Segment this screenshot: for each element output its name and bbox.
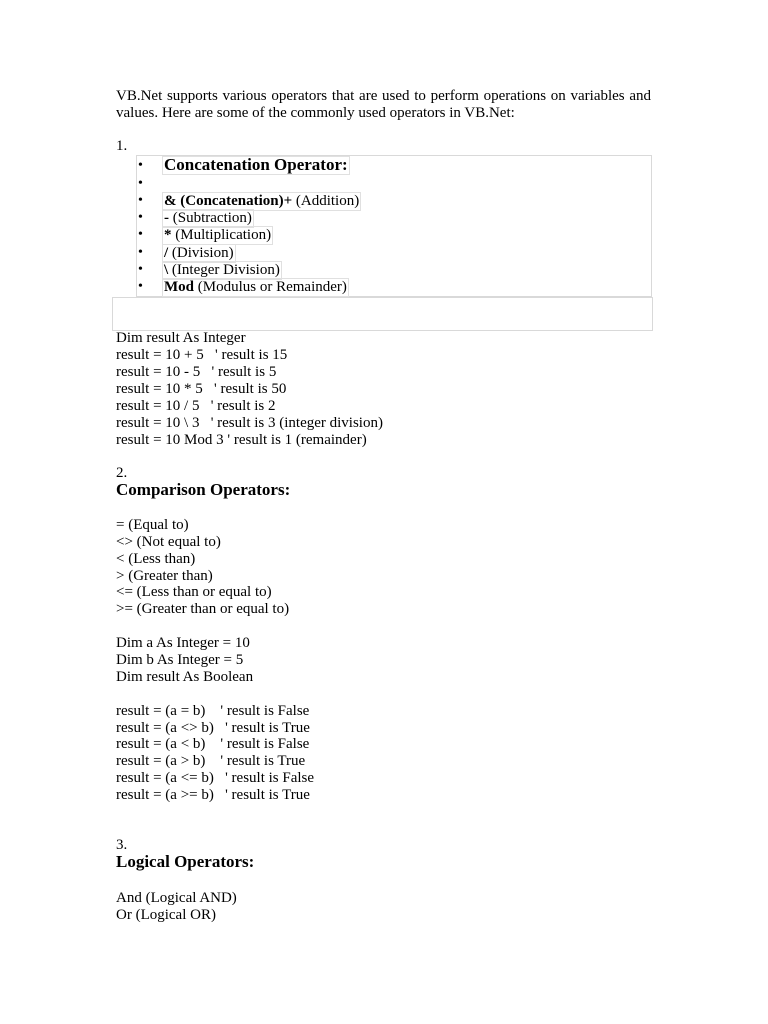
code-line: result = 10 + 5 ' result is 15 xyxy=(116,347,288,363)
code-line: result = 10 / 5 ' result is 2 xyxy=(116,398,276,414)
operator-description: (Multiplication) xyxy=(171,227,272,243)
code-line: result = (a <= b) ' result is False xyxy=(116,770,315,786)
code-line: Dim result As Boolean xyxy=(116,669,254,685)
bullet-icon: • xyxy=(138,210,143,225)
code-line: Dim result As Integer xyxy=(116,330,246,346)
bullet-icon: • xyxy=(138,279,143,294)
operator-line: < (Less than) xyxy=(116,551,196,567)
list-item xyxy=(162,226,273,245)
operator-symbol: Mod xyxy=(164,279,194,295)
code-line: result = 10 \ 3 ' result is 3 (integer division) xyxy=(116,415,383,431)
list-item xyxy=(162,261,282,280)
list-item xyxy=(162,192,361,211)
operator-description: (Subtraction) xyxy=(169,210,252,226)
bullet-icon: • xyxy=(138,262,143,277)
operator-description: (Addition) xyxy=(292,193,360,209)
operator-symbol: * xyxy=(164,227,172,243)
operator-line: And (Logical AND) xyxy=(116,890,237,906)
operator-line: Or (Logical OR) xyxy=(116,907,216,923)
bullet-icon: • xyxy=(138,158,143,173)
code-line: Dim a As Integer = 10 xyxy=(116,635,250,651)
code-line: result = 10 - 5 ' result is 5 xyxy=(116,364,277,380)
section-2-heading: Comparison Operators: xyxy=(116,480,291,499)
operator-symbol: \ xyxy=(164,262,169,278)
list-item xyxy=(162,209,254,228)
section-3-heading: Logical Operators: xyxy=(116,852,255,871)
operator-line: <> (Not equal to) xyxy=(116,534,221,550)
bullet-icon: • xyxy=(138,245,143,260)
code-line: result = (a > b) ' result is True xyxy=(116,753,306,769)
bullet-icon: • xyxy=(138,176,143,191)
operator-line: > (Greater than) xyxy=(116,568,213,584)
operator-line: <= (Less than or equal to) xyxy=(116,584,272,600)
bullet-icon: • xyxy=(138,227,143,242)
code-line: Dim b As Integer = 5 xyxy=(116,652,244,668)
code-line: result = (a < b) ' result is False xyxy=(116,736,310,752)
operator-description: (Division) xyxy=(168,245,234,261)
list-item xyxy=(162,244,236,263)
section-2-number: 2. xyxy=(116,465,128,481)
list-item xyxy=(162,278,349,297)
code-line: result = 10 Mod 3 ' result is 1 (remainder) xyxy=(116,432,367,448)
operator-symbol: / xyxy=(164,245,169,261)
code-line: result = (a >= b) ' result is True xyxy=(116,787,310,803)
section-1-heading: Concatenation Operator: xyxy=(164,155,348,174)
section-3-number: 3. xyxy=(116,837,128,853)
operator-symbol: & (Concatenation)+ xyxy=(164,193,293,209)
operator-symbol: - xyxy=(164,210,169,226)
bullet-icon: • xyxy=(138,193,143,208)
empty-table-cell xyxy=(112,297,653,331)
code-line: result = 10 * 5 ' result is 50 xyxy=(116,381,287,397)
section-1-number: 1. xyxy=(116,138,128,154)
operator-description: (Modulus or Remainder) xyxy=(194,279,347,295)
code-line: result = (a = b) ' result is False xyxy=(116,703,310,719)
operator-line: >= (Greater than or equal to) xyxy=(116,601,290,617)
operator-line: = (Equal to) xyxy=(116,517,189,533)
code-line: result = (a <> b) ' result is True xyxy=(116,720,310,736)
intro-paragraph: VB.Net supports various operators that are used to perform operations on variables and values. Here are some of the commonly used operators in VB.Net: xyxy=(116,88,651,121)
operator-description: (Integer Division) xyxy=(168,262,280,278)
